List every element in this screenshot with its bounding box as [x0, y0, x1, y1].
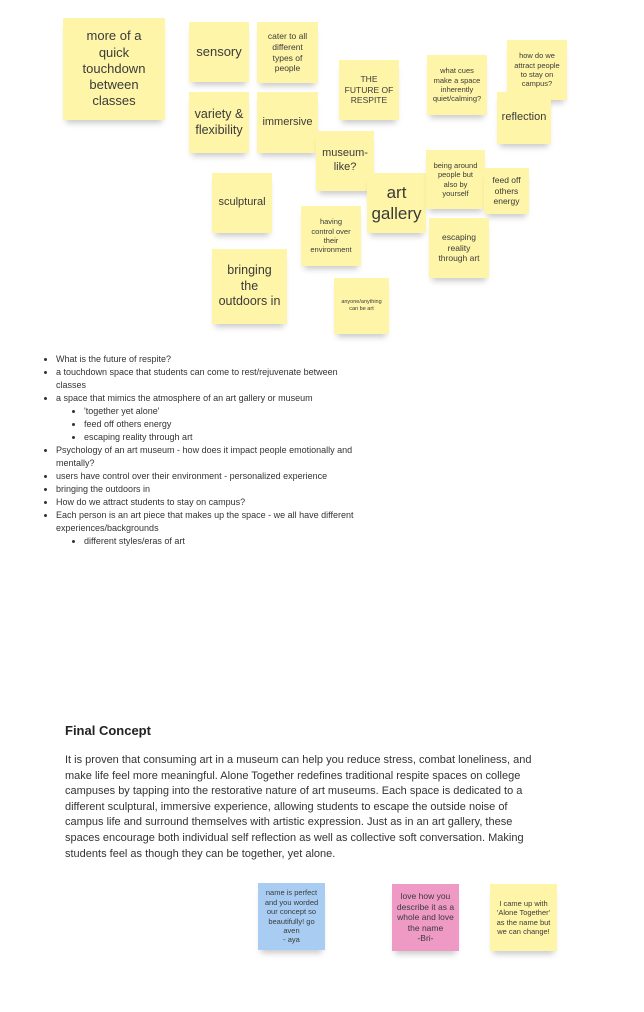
sub-bullet-item: • escaping reality through art [84, 431, 364, 444]
bullet-item-text: a space that mimics the atmosphere of an art gallery or museum [56, 393, 313, 403]
bullet-item: • users have control over their environment - personalized experience [56, 470, 364, 483]
brainstorm-bullet-list [44, 353, 364, 548]
bullet-item [56, 392, 364, 444]
final-concept-body: It is proven that consuming art in a museum can help you reduce stress, combat loneliness, and make life feel more meaningful. Alone Together redefines traditional respite spaces on college campuses by tapping into the restorative nature of art museums. Each space is dedicated to a different sculptural, immersive experience, allowing students to escape the outside noise of campus life and surround themselves with artistic expression. Just as in an art gallery, these spaces encourage both individual self reflection as well as collective soft conversation. Making students feel as though they can be together, yet alone. [65, 754, 532, 860]
final-concept-heading: Final Concept [65, 723, 151, 738]
sticky-note-what-cues[interactable]: what cues make a space inherently quiet/calming? [427, 55, 487, 115]
sticky-note-anyone-art[interactable]: anyone/anything can be art [334, 278, 389, 334]
comment-note-aya[interactable]: name is perfect and you worded our concept so beautifully! go aven - aya [258, 883, 325, 950]
bullet-item-text: Each person is an art piece that makes up the space - we all have different experiences/backgrounds [56, 510, 354, 533]
sub-bullet-item: • different styles/eras of art [84, 535, 364, 548]
sticky-note-reflection[interactable]: reflection [497, 92, 551, 144]
sticky-note-art-gallery[interactable]: art gallery [367, 173, 426, 233]
sticky-note-future-of-respite[interactable]: THE FUTURE OF RESPITE [339, 60, 399, 120]
sticky-note-escaping-reality[interactable]: escaping reality through art [429, 218, 489, 278]
sticky-note-quick-touchdown[interactable]: more of a quick touchdown between classes [63, 18, 165, 120]
sticky-note-sensory[interactable]: sensory [189, 22, 249, 82]
bullet-item: • a touchdown space that students can come to rest/rejuvenate between classes [56, 366, 364, 392]
sticky-note-cater[interactable]: cater to all different types of people [257, 22, 318, 83]
sticky-note-being-around[interactable]: being around people but also by yourself [426, 150, 485, 209]
bullet-item: • bringing the outdoors in [56, 483, 364, 496]
bullet-item: • Psychology of an art museum - how does it impact people emotionally and mentally? [56, 444, 364, 470]
bullet-item: • How do we attract students to stay on campus? [56, 496, 364, 509]
sticky-note-outdoors[interactable]: bringing the outdoors in [212, 249, 287, 324]
sticky-note-variety-flexibility[interactable]: variety & flexibility [189, 92, 249, 153]
sticky-note-feed-off[interactable]: feed off others energy [484, 168, 529, 214]
comment-note-alone-together[interactable]: I came up with 'Alone Together' as the name but we can change! [490, 884, 557, 951]
sticky-note-sculptural[interactable]: sculptural [212, 173, 272, 233]
sub-bullet-item: • feed off others energy [84, 418, 364, 431]
sub-bullet-item: • 'together yet alone' [84, 405, 364, 418]
bullet-item [56, 509, 364, 548]
bullet-item: • What is the future of respite? [56, 353, 364, 366]
sticky-note-immersive[interactable]: immersive [257, 92, 318, 153]
sticky-note-museum-like[interactable]: museum- like? [316, 131, 374, 191]
sticky-note-having-control[interactable]: having control over their environment [301, 206, 361, 266]
comment-note-bri[interactable]: love how you describe it as a whole and love the name -Bri- [392, 884, 459, 951]
sticky-note-attract-people[interactable]: how do we attract people to stay on campus? [507, 40, 567, 100]
